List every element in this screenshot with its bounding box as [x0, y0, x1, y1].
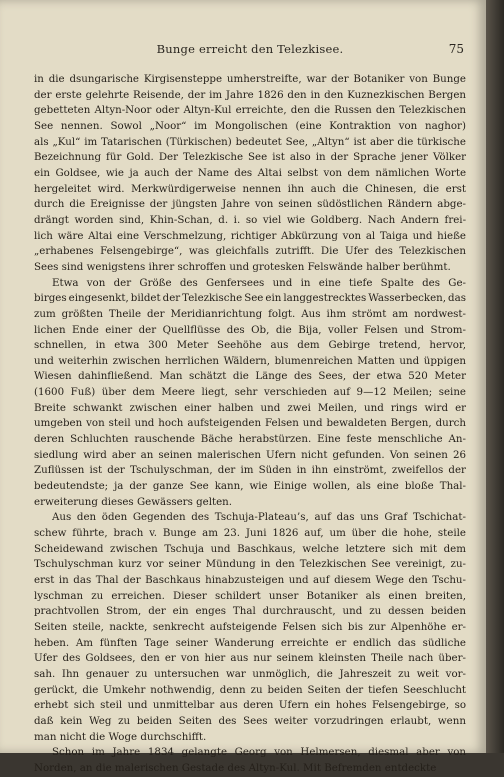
text-line: birges eingesenkt, bildet der Telezkische See ein langgestrecktes Wasserbecken, das	[34, 292, 466, 305]
text-line: siedlung wird aber an seinen malerischen Ufern nicht gefunden. Von seinen 26	[34, 448, 466, 461]
text-line: erst in das Thal der Baschkaus hinabzusteigen und auf diesem Wege den Tschu-	[34, 574, 466, 586]
running-title: Bunge erreicht den Telezkisee.	[156, 42, 344, 56]
text-line: Seiten steile, nackte, senkrecht aufsteigende Felsen sich bis zur Alpenhöhe er-	[34, 620, 466, 633]
text-line: daß kein Weg zu beiden Seiten des Sees weiter vorzudringen erlaubt, wenn	[34, 714, 466, 727]
text-line: lichen Ende einer der Quellflüsse des Ob, die Bija, voller Felsen und Strom-	[34, 323, 466, 336]
text-line: zum größten Theile der Meridianrichtung folgt. Aus ihm strömt am nordwest-	[34, 307, 466, 320]
text-line: der erste gelehrte Reisende, der im Jahre 1826 den in den Kuznezkischen Bergen	[34, 88, 466, 101]
text-line: erhebt sich steil und unmittelbar aus deren Ufern ein hohes Felsengebirge, so	[34, 699, 466, 712]
text-line: man nicht die Woge durchschifft.	[34, 730, 207, 743]
text-line: bedeutendste; ja der ganze See kann, wie Einige wollen, als eine bloße Thal-	[34, 480, 466, 493]
text-line: heben. Am fünften Tage seiner Wanderung erreichte er endlich das südliche	[34, 636, 466, 649]
text-line: gerückt, die Umkehr nothwendig, denn zu beiden Seiten der tiefen Seeschlucht	[34, 683, 466, 696]
text-line: Breite schwankt zwischen einer halben und zwei Meilen, und rings wird er	[34, 401, 466, 414]
paragraph-start-line: Aus den öden Gegenden des Tschuja-Plateau’s, auf das uns Graf Tschichat-	[52, 511, 466, 524]
text-line: erweiterung dieses Gewässers gelten.	[34, 495, 233, 508]
text-line: Norden, an die malerischen Gestade des Altyn-Kul. Mit Befremden entdeckte	[34, 761, 437, 774]
text-line: lyschman zu erreichen. Dieser schildert unser Botaniker als einen breiten,	[34, 589, 466, 602]
text-line: lich wäre Altai eine Verschmelzung, richtiger Abkürzung von al Taiga und hieße	[34, 229, 466, 242]
text-line: (1600 Fuß) über dem Meere liegt, sehr verschieden auf 9—12 Meilen; seine	[34, 386, 466, 399]
text-line: und weiterhin zwischen herrlichen Wäldern, blumenreichen Matten und üppigen	[34, 354, 466, 367]
paragraph-start-line: Etwa von der Größe des Genfersees und in eine tiefe Spalte des Ge-	[52, 276, 466, 289]
page-header	[36, 42, 464, 60]
text-line: drängt worden sind, Khin-Schan, d. i. so viel wie Goldberg. Nach Andern frei-	[34, 213, 466, 226]
book-gutter	[486, 0, 504, 753]
text-line: deren Schluchten rauschende Bäche herabstürzen. Eine feste menschliche An-	[34, 433, 466, 446]
text-line: „erhabenes Felsengebirge“, was gleichfalls zutrifft. Die Ufer des Telezkischen	[34, 245, 466, 258]
body-text	[34, 72, 466, 777]
text-line: durch die Ereignisse der jüngsten Jahre von seinen südöstlichen Rändern abge-	[34, 198, 466, 211]
text-line: umgeben von steil und hoch aufsteigenden Felsen und bewaldeten Bergen, durch	[34, 417, 466, 430]
text-line: als „Kul“ im Tatarischen (Türkischen) bedeutet See, „Altyn“ ist aber die türkische	[34, 135, 466, 148]
text-line: ein Goldsee, wie ja auch der Name des Altai selbst von dem nämlichen Worte	[34, 166, 466, 179]
text-line: Zuflüssen ist der Tschulyschman, der im Süden in ihn einströmt, zweifellos der	[34, 464, 466, 477]
page-number: 75	[448, 42, 464, 56]
text-line: Wiesen dahinfließend. Man schätzt die Länge des Sees, der etwa 520 Meter	[34, 370, 466, 383]
text-line: hergeleitet wird. Merkwürdigerweise nennen ihn auch die Chinesen, die erst	[34, 182, 466, 195]
text-line: Sees sind wenigstens ihrer schroffen und grotesken Felswände halber berühmt.	[34, 260, 451, 273]
paragraph-start-line: Schon im Jahre 1834 gelangte Georg von Helmersen, diesmal aber von	[52, 746, 466, 759]
text-line: schew führte, brach v. Bunge am 23. Juni 1826 auf, um über die hohe, steile	[34, 527, 466, 540]
text-line: Ufer des Goldsees, den er von hier aus nur seinem kleinsten Theile nach über-	[34, 652, 466, 665]
text-line: sah. Ihn genauer zu untersuchen war unmöglich, die Jahreszeit zu weit vor-	[34, 667, 466, 680]
text-line: Scheidewand zwischen Tschuja und Baschkaus, welche letztere sich mit dem	[34, 542, 466, 555]
text-line: Tschulyschman kurz vor seiner Mündung in den Telezkischen See vereinigt, zu-	[34, 558, 466, 571]
text-line: in die dsungarische Kirgisensteppe umherstreifte, war der Botaniker von Bunge	[34, 73, 466, 85]
text-line: prachtvollen Strom, der ein enges Thal durchrauscht, und zu dessen beiden	[34, 605, 466, 618]
text-line: gebetteten Altyn-Noor oder Altyn-Kul erreichte, den die Russen den Telezkischen	[34, 104, 466, 117]
text-line: Bezeichnung für Gold. Der Telezkische See ist also in der Sprache jener Völker	[34, 151, 466, 164]
text-line: schnellen, in etwa 300 Meter Seehöhe aus dem Gebirge tretend, hervor,	[34, 339, 466, 352]
text-line: See nennen. Sowol „Noor“ im Mongolischen (eine Kontraktion von naghor)	[34, 119, 466, 132]
